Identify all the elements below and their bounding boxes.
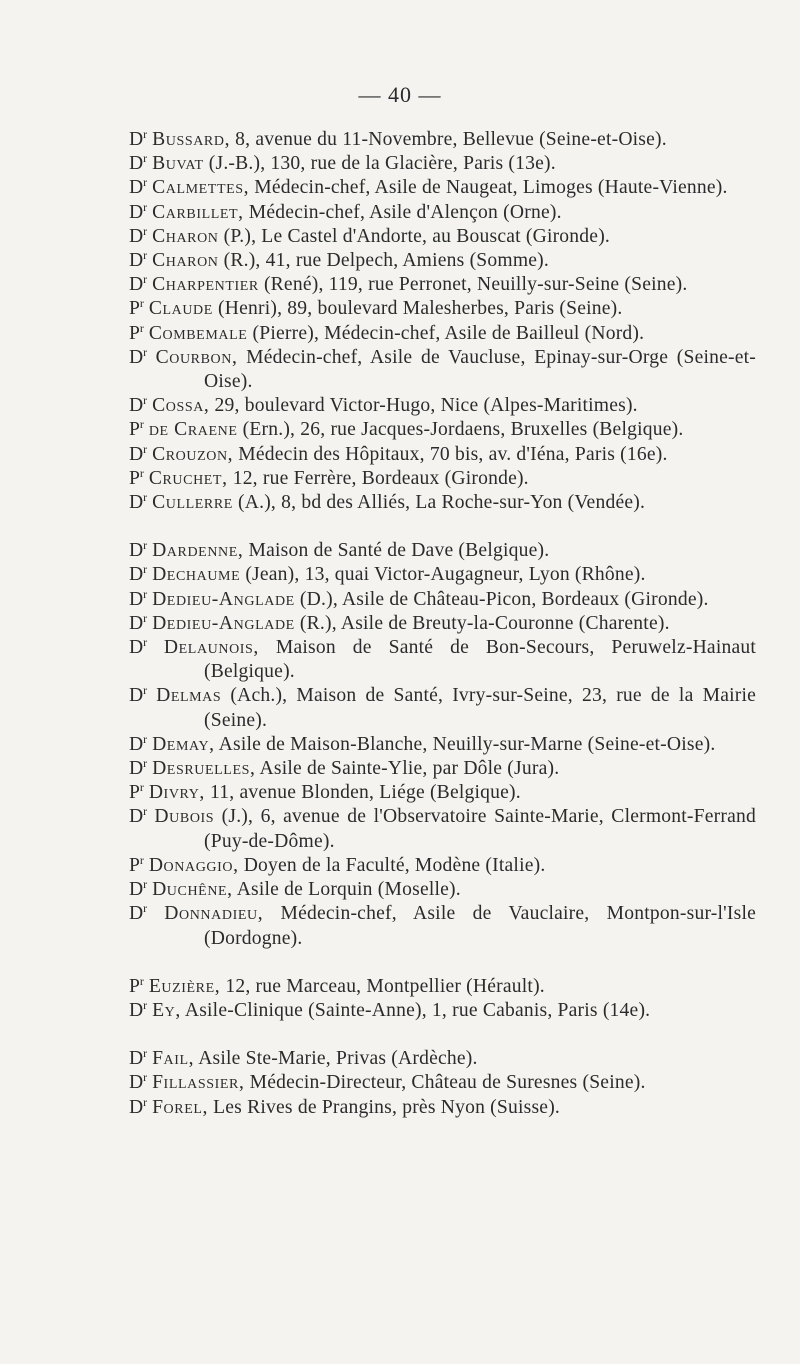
entry-name: de Craene xyxy=(148,419,238,441)
entry-title-letter: D xyxy=(129,153,144,175)
entry-title-superscript: r xyxy=(143,1070,148,1085)
entry-title-letter: D xyxy=(129,806,144,828)
entry-title-letter: D xyxy=(129,129,144,150)
list-entry xyxy=(0,805,800,853)
entry-title xyxy=(129,1094,148,1118)
entry-title-superscript: r xyxy=(143,635,148,650)
entry-title-superscript: r xyxy=(143,538,148,553)
entry-title-letter: D xyxy=(129,540,144,562)
entry-details: (René), 119, rue Perronet, Neuilly-sur-Seine (Seine). xyxy=(258,274,688,296)
entry-title xyxy=(129,199,148,223)
entry-title xyxy=(129,997,148,1021)
entry-name: Forel, xyxy=(152,1096,209,1118)
entry-details: (D.), Asile de Château-Picon, Bordeaux (Gironde). xyxy=(294,588,709,610)
entry-title xyxy=(129,1048,147,1069)
entry-title xyxy=(129,879,147,900)
entry-name: Donnadieu, xyxy=(164,903,264,925)
entry-title-superscript: r xyxy=(143,441,148,456)
entry-title xyxy=(129,564,147,585)
list-entry xyxy=(0,612,800,636)
entry-details: (Ach.), Maison de Santé, Ivry-sur-Seine, 23, rue de la Mairie (Seine). xyxy=(204,685,756,731)
entry-title-letter: D xyxy=(129,1096,144,1118)
entry-title xyxy=(129,465,144,489)
list-entry xyxy=(0,999,800,1023)
entry-title xyxy=(129,973,144,997)
entry-title xyxy=(129,419,144,440)
entry-name: Cullerre xyxy=(152,492,233,514)
entry-name: Ey, xyxy=(152,999,181,1021)
entry-details: Asile-Clinique (Sainte-Anne), 1, rue Cabanis, Paris (14e). xyxy=(180,999,651,1021)
entry-title xyxy=(129,153,147,174)
entry-details: Médecin des Hôpitaux, 70 bis, av. d'Iéna, Paris (16e). xyxy=(233,443,668,465)
entry-title-letter: D xyxy=(129,733,144,755)
list-entry xyxy=(0,152,800,176)
list-entry xyxy=(0,225,800,249)
list-entry xyxy=(0,636,800,684)
list-entry xyxy=(0,418,800,442)
list-entry xyxy=(0,491,800,515)
entry-details: Médecin-chef, Asile d'Alençon (Orne). xyxy=(243,201,562,223)
entry-title xyxy=(129,298,144,319)
entry-title xyxy=(129,320,144,344)
entry-name: Demay, xyxy=(152,733,215,755)
list-entry xyxy=(0,322,800,346)
entry-details: (R.), 41, rue Delpech, Amiens (Somme). xyxy=(218,250,549,272)
group-separator xyxy=(0,515,800,539)
entry-name: Fillassier, xyxy=(152,1072,245,1094)
entry-title-superscript: r xyxy=(139,973,144,988)
entry-title xyxy=(129,223,148,247)
entry-name: Charon xyxy=(152,225,219,247)
entry-title-letter: D xyxy=(129,443,144,465)
entry-title xyxy=(129,492,147,513)
entry-title xyxy=(129,395,147,416)
entry-title-letter: D xyxy=(129,588,144,610)
entry-title-letter: D xyxy=(129,903,144,925)
entry-details: 8, avenue du 11-Novembre, Bellevue (Seine-et-Oise). xyxy=(230,129,667,150)
entry-title-superscript: r xyxy=(139,780,144,795)
entry-title-superscript: r xyxy=(143,199,148,214)
entry-title-superscript: r xyxy=(143,731,148,746)
entry-details: Maison de Santé de Bon-Secours, Peruwelz-Hainaut (Belgique). xyxy=(204,637,756,683)
entry-name: Desruelles, xyxy=(152,758,256,780)
page-number: — 40 — xyxy=(358,82,442,107)
list-entry xyxy=(0,902,800,950)
list-entry xyxy=(0,781,800,805)
entry-name: Delaunois, xyxy=(163,637,259,659)
entry-details: (Jean), 13, quai Victor-Augagneur, Lyon (Rhône). xyxy=(240,564,646,586)
entry-title xyxy=(129,250,147,271)
entry-name: Duchêne, xyxy=(152,879,233,901)
list-entry xyxy=(0,1047,800,1071)
entry-title xyxy=(129,852,144,876)
list-entry xyxy=(0,1096,800,1120)
list-entry xyxy=(0,733,800,757)
entry-title xyxy=(129,782,144,803)
entry-title-letter: D xyxy=(129,1072,144,1094)
entry-title xyxy=(129,1072,147,1093)
list-entry xyxy=(0,539,800,563)
entry-title-superscript: r xyxy=(143,393,148,408)
entry-name: Crouzon, xyxy=(152,443,234,465)
entry-title xyxy=(129,177,147,198)
entry-title xyxy=(129,610,148,634)
entry-details: (R.), Asile de Breuty-la-Couronne (Charente). xyxy=(294,612,670,634)
entry-title-superscript: r xyxy=(143,223,148,238)
list-entry xyxy=(0,854,800,878)
entry-title-superscript: r xyxy=(143,683,148,698)
entry-title-letter: D xyxy=(129,612,144,634)
list-entry xyxy=(0,975,800,999)
entry-title-superscript: r xyxy=(143,877,148,892)
entry-title xyxy=(129,806,147,827)
entry-title-letter: P xyxy=(129,298,140,320)
entry-details: Médecin-Directeur, Château de Suresnes (Seine). xyxy=(244,1072,646,1094)
entry-title-letter: D xyxy=(129,1048,144,1070)
entry-title-letter: D xyxy=(129,999,144,1021)
entry-details: 12, rue Ferrère, Bordeaux (Gironde). xyxy=(227,467,529,489)
entry-title xyxy=(129,903,147,924)
list-entry xyxy=(0,443,800,467)
entry-title-letter: D xyxy=(129,395,144,417)
entry-title-letter: D xyxy=(129,637,144,659)
entry-name: Buvat xyxy=(152,153,204,175)
entry-title-superscript: r xyxy=(139,320,144,335)
entry-details: (Pierre), Médecin-chef, Asile de Bailleul (Nord). xyxy=(247,322,645,344)
entry-title-superscript: r xyxy=(143,610,148,625)
entry-details: Asile de Lorquin (Moselle). xyxy=(232,879,461,901)
entry-title-superscript: r xyxy=(143,1046,148,1061)
group-separator xyxy=(0,1023,800,1047)
entry-title-letter: P xyxy=(129,322,140,344)
list-entry xyxy=(0,467,800,491)
list-entry xyxy=(0,346,800,394)
entry-title-letter: D xyxy=(129,879,144,901)
entry-details: (Henri), 89, boulevard Malesherbes, Paris (Seine). xyxy=(212,298,623,320)
member-list xyxy=(0,128,800,1120)
entry-name: Cossa, xyxy=(152,395,210,417)
list-entry xyxy=(0,201,800,225)
entry-title-letter: P xyxy=(129,975,140,997)
entry-title-superscript: r xyxy=(143,901,148,916)
entry-name: Combemale xyxy=(148,322,248,344)
entry-title-letter: D xyxy=(129,564,144,586)
entry-name: Claude xyxy=(148,298,213,320)
entry-title-letter: D xyxy=(129,201,144,223)
entry-name: Charpentier xyxy=(152,274,259,296)
entry-name: Dedieu-Anglade xyxy=(152,588,295,610)
entry-title xyxy=(129,441,148,465)
entry-title xyxy=(129,637,147,658)
entry-title-superscript: r xyxy=(143,1094,148,1109)
entry-name: Charon xyxy=(152,250,219,272)
entry-details: Médecin-chef, Asile de Naugeat, Limoges (Haute-Vienne). xyxy=(249,177,728,199)
entry-name: Dubois xyxy=(154,806,215,828)
entry-name: Euzière, xyxy=(148,975,221,997)
entry-title-letter: P xyxy=(129,419,140,441)
list-entry xyxy=(0,1071,800,1095)
entry-title-letter: D xyxy=(129,274,144,296)
entry-title xyxy=(129,274,147,295)
entry-title-letter: D xyxy=(129,177,144,199)
entry-details: Médecin-chef, Asile de Vaucluse, Epinay-sur-Orge (Seine-et-Oise). xyxy=(204,346,756,393)
entry-details: Médecin-chef, Asile de Vauclaire, Montpon-sur-l'Isle (Dordogne). xyxy=(204,903,756,949)
list-entry xyxy=(0,249,800,273)
list-entry xyxy=(0,588,800,612)
entry-title xyxy=(129,586,148,610)
entry-title-superscript: r xyxy=(143,997,148,1012)
list-entry xyxy=(0,273,800,297)
entry-title-letter: P xyxy=(129,854,140,876)
entry-title-superscript: r xyxy=(139,417,144,432)
entry-title-letter: P xyxy=(129,467,140,489)
entry-title-letter: D xyxy=(129,758,144,780)
entry-details: Maison de Santé de Dave (Belgique). xyxy=(243,540,550,562)
entry-title xyxy=(129,685,147,706)
entry-details: 11, avenue Blonden, Liége (Belgique). xyxy=(204,782,521,804)
list-entry xyxy=(0,128,800,152)
entry-name: Courbon, xyxy=(155,346,238,368)
entry-title-superscript: r xyxy=(143,586,148,601)
entry-title xyxy=(129,129,147,150)
entry-details: (A.), 8, bd des Alliés, La Roche-sur-Yon (Vendée). xyxy=(232,492,646,514)
entry-title-letter: D xyxy=(129,492,144,514)
entry-title xyxy=(129,344,148,368)
entry-title-superscript: r xyxy=(143,490,148,505)
entry-details: Asile de Sainte-Ylie, par Dôle (Jura). xyxy=(255,758,560,780)
entry-title-superscript: r xyxy=(143,756,148,771)
entry-title xyxy=(129,731,148,755)
entry-title-superscript: r xyxy=(139,852,144,867)
entry-title-superscript: r xyxy=(143,151,148,166)
entry-name: Fail, xyxy=(152,1048,195,1070)
entry-title-letter: P xyxy=(129,782,140,804)
list-entry xyxy=(0,176,800,200)
entry-name: Dedieu-Anglade xyxy=(152,612,295,634)
entry-title-letter: D xyxy=(129,685,144,707)
entry-details: Les Rives de Prangins, près Nyon (Suisse). xyxy=(208,1096,561,1118)
entry-title-superscript: r xyxy=(143,127,148,141)
entry-details: 12, rue Marceau, Montpellier (Hérault). xyxy=(220,975,545,997)
list-entry xyxy=(0,297,800,321)
entry-details: 29, boulevard Victor-Hugo, Nice (Alpes-Maritimes). xyxy=(209,395,638,417)
entry-details: Doyen de la Faculté, Modène (Italie). xyxy=(238,854,546,876)
entry-details: (Ern.), 26, rue Jacques-Jordaens, Bruxelles (Belgique). xyxy=(237,419,684,441)
entry-title-letter: D xyxy=(129,250,144,272)
entry-title-superscript: r xyxy=(143,804,148,819)
entry-title-superscript: r xyxy=(139,296,144,311)
entry-details: (J.), 6, avenue de l'Observatoire Sainte-Marie, Clermont-Ferrand (Puy-de-Dôme). xyxy=(204,806,756,852)
entry-title-superscript: r xyxy=(143,248,148,263)
entry-title-superscript: r xyxy=(143,272,148,287)
entry-name: Cruchet, xyxy=(148,467,228,489)
entry-title-letter: D xyxy=(129,225,144,247)
entry-name: Dechaume xyxy=(152,564,241,586)
group-separator xyxy=(0,951,800,975)
entry-details: (J.-B.), 130, rue de la Glacière, Paris (13e). xyxy=(203,153,556,175)
entry-name: Calmettes, xyxy=(152,177,250,199)
entry-title xyxy=(129,758,147,779)
entry-name: Dardenne, xyxy=(152,540,244,562)
list-entry xyxy=(0,757,800,781)
list-entry xyxy=(0,878,800,902)
entry-name: Donaggio, xyxy=(148,854,239,876)
entry-title-superscript: r xyxy=(143,175,148,190)
entry-title-superscript: r xyxy=(139,465,144,480)
entry-details: Asile Ste-Marie, Privas (Ardèche). xyxy=(194,1048,478,1070)
entry-name: Delmas xyxy=(156,685,222,707)
entry-title-superscript: r xyxy=(143,562,148,577)
entry-title-superscript: r xyxy=(143,344,148,359)
entry-name: Carbillet, xyxy=(152,201,244,223)
entry-name: Bussard, xyxy=(152,129,231,150)
list-entry xyxy=(0,394,800,418)
list-entry xyxy=(0,563,800,587)
entry-title-letter: D xyxy=(129,346,144,368)
entry-title xyxy=(129,540,147,561)
list-entry xyxy=(0,684,800,732)
entry-details: (P.), Le Castel d'Andorte, au Bouscat (Gironde). xyxy=(218,225,611,247)
entry-details: Asile de Maison-Blanche, Neuilly-sur-Marne (Seine-et-Oise). xyxy=(214,733,716,755)
entry-name: Divry, xyxy=(148,782,205,804)
